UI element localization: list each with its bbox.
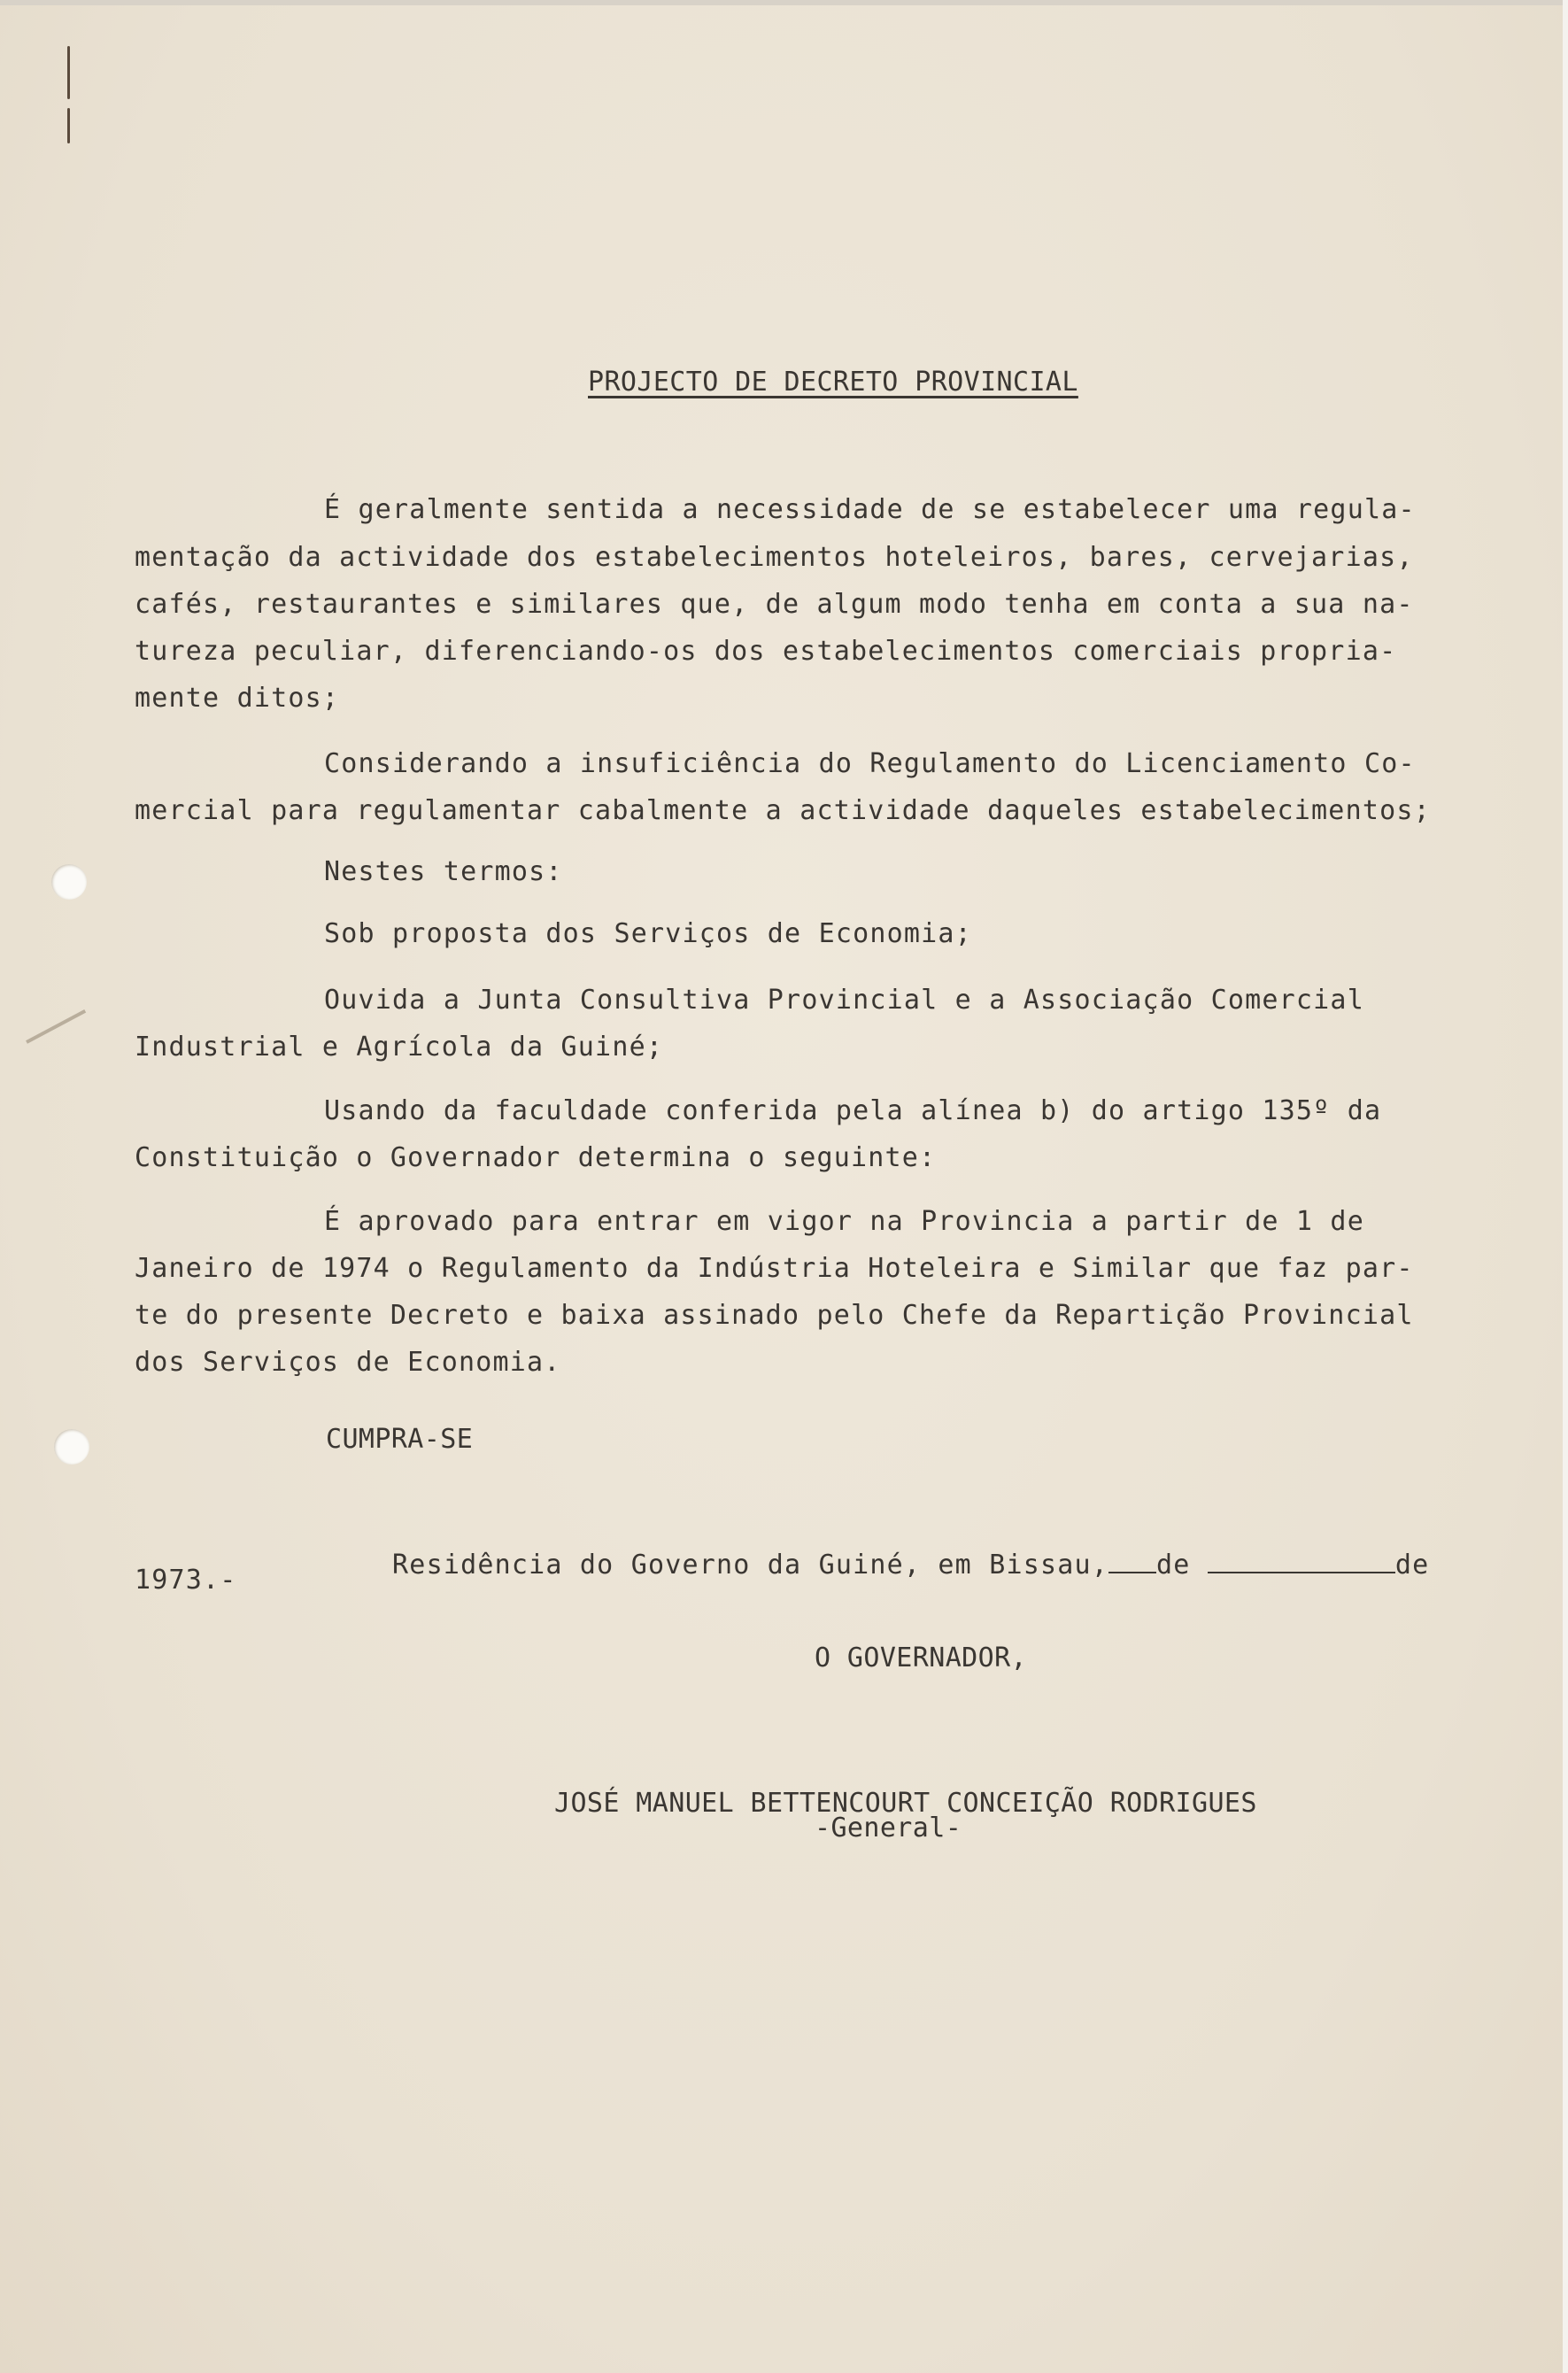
paragraph-line: Janeiro de 1974 o Regulamento da Indústria Hoteleira e Similar que faz par- (135, 1253, 1414, 1284)
paragraph-line: Industrial e Agrícola da Guiné; (135, 1032, 664, 1063)
month-blank (1208, 1549, 1395, 1573)
paragraph-line: cafés, restaurantes e similares que, de algum modo tenha em conta a sua na- (135, 589, 1414, 620)
signature-office: O GOVERNADOR, (815, 1643, 1027, 1673)
date-place-line (324, 1517, 1430, 1581)
document-title: PROJECTO DE DECRETO PROVINCIAL (588, 367, 1078, 398)
paragraph-line: Sob proposta dos Serviços de Economia; (324, 918, 972, 949)
staple-mark (66, 46, 71, 143)
signature-rank: -General- (815, 1813, 962, 1844)
paragraph-line: Constituição o Governador determina o seguinte: (135, 1142, 937, 1173)
punch-hole-upper (51, 864, 87, 900)
punch-hole-lower (54, 1429, 89, 1465)
paragraph-line: É geralmente sentida a necessidade de se estabelecer uma regula- (324, 494, 1416, 525)
date-connector-2: de (1394, 1550, 1430, 1581)
paragraph-line: mercial para regulamentar cabalmente a actividade daqueles estabelecimentos; (135, 795, 1431, 826)
signature-name: JOSÉ MANUEL BETTENCOURT CONCEIÇÃO RODRIGUES (554, 1788, 1257, 1819)
page-top-edge (0, 0, 1568, 5)
residence-text: Residência do Governo da Guiné, em Bissau, (392, 1550, 1109, 1581)
cumpra-se-heading: CUMPRA-SE (326, 1424, 474, 1455)
paragraph-line: Usando da faculdade conferida pela alínea b) do artigo 135º da (324, 1095, 1382, 1126)
paragraph-line: Considerando a insuficiência do Regulamento do Licenciamento Co- (324, 748, 1416, 779)
paragraph-line: te do presente Decreto e baixa assinado pelo Chefe da Repartição Provincial (135, 1300, 1414, 1331)
page-right-edge (1563, 0, 1568, 2373)
paragraph-line: mente ditos; (135, 683, 340, 714)
paragraph-line: tureza peculiar, diferenciando-os dos estabelecimentos comerciais propria- (135, 636, 1397, 667)
paragraph-line: mentação da actividade dos estabelecimentos hoteleiros, bares, cervejarias, (135, 542, 1414, 573)
paragraph-line: Ouvida a Junta Consultiva Provincial e a Associação Comercial (324, 985, 1364, 1016)
paragraph-line: Nestes termos: (324, 856, 563, 887)
paragraph-line: dos Serviços de Economia. (135, 1347, 561, 1378)
date-connector-1: de (1156, 1550, 1191, 1581)
paper-tear-mark (26, 1009, 86, 1044)
paragraph-line: É aprovado para entrar em vigor na Provincia a partir de 1 de (324, 1206, 1364, 1237)
year-line: 1973.- (135, 1565, 237, 1596)
day-blank (1108, 1549, 1156, 1573)
